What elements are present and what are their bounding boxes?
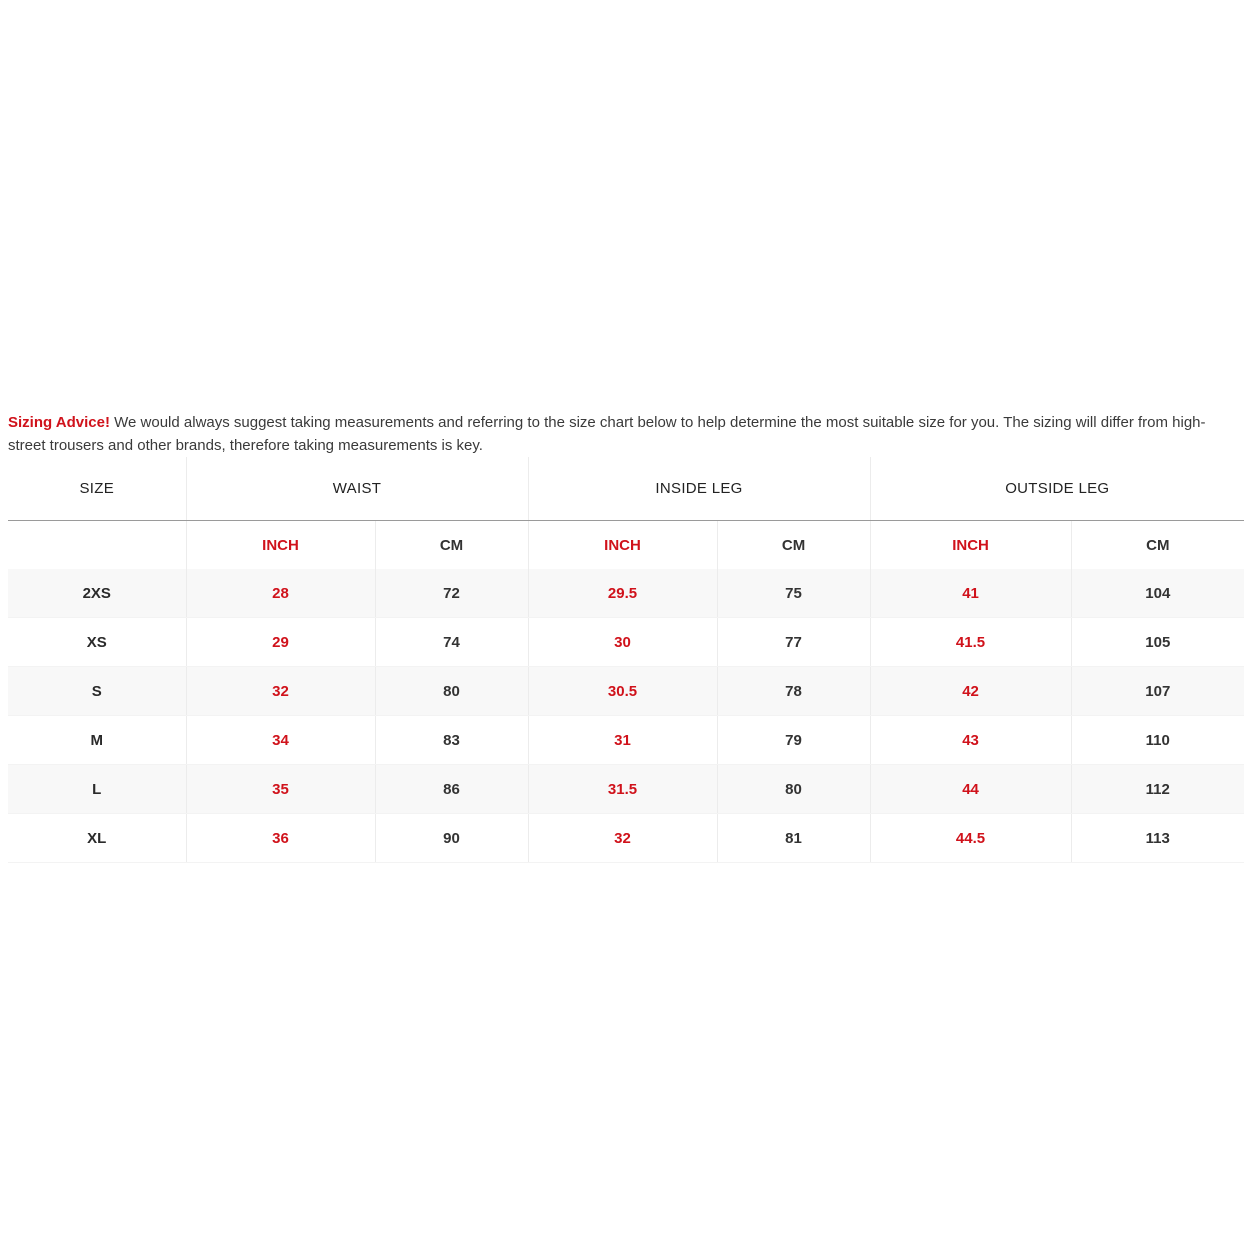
outside-leg-inch-cell: 44.5: [870, 814, 1071, 863]
outside-leg-cm-cell: 105: [1071, 618, 1244, 667]
table-row: [8, 569, 1244, 618]
inside-leg-inch-cell: 29.5: [528, 569, 717, 618]
inside-leg-cm-cell: 79: [717, 716, 870, 765]
inside-leg-cm-cell: 77: [717, 618, 870, 667]
unit-waist-cm: CM: [375, 521, 528, 570]
unit-waist-inch: INCH: [186, 521, 375, 570]
waist-cm-cell: 72: [375, 569, 528, 618]
sizing-advice-lead: Sizing Advice!: [8, 414, 110, 431]
size-chart-table: [8, 457, 1244, 863]
waist-inch-cell: 29: [186, 618, 375, 667]
inside-leg-cm-cell: 78: [717, 667, 870, 716]
header-inside-leg: INSIDE LEG: [528, 457, 870, 521]
waist-inch-cell: 28: [186, 569, 375, 618]
waist-cm-cell: 86: [375, 765, 528, 814]
inside-leg-inch-cell: 30: [528, 618, 717, 667]
inside-leg-cm-cell: 80: [717, 765, 870, 814]
inside-leg-cm-cell: 75: [717, 569, 870, 618]
header-size: SIZE: [8, 457, 186, 521]
inside-leg-inch-cell: 31: [528, 716, 717, 765]
unit-outside-cm: CM: [1071, 521, 1244, 570]
outside-leg-cm-cell: 112: [1071, 765, 1244, 814]
group-header-row: [8, 457, 1244, 521]
waist-cm-cell: 83: [375, 716, 528, 765]
waist-inch-cell: 32: [186, 667, 375, 716]
waist-cm-cell: 80: [375, 667, 528, 716]
outside-leg-cm-cell: 104: [1071, 569, 1244, 618]
unit-size: [8, 521, 186, 570]
sizing-advice: [8, 411, 1240, 457]
header-waist: WAIST: [186, 457, 528, 521]
outside-leg-inch-cell: 41: [870, 569, 1071, 618]
unit-header-row: [8, 521, 1244, 570]
outside-leg-inch-cell: 42: [870, 667, 1071, 716]
outside-leg-inch-cell: 44: [870, 765, 1071, 814]
table-row: [8, 765, 1244, 814]
inside-leg-inch-cell: 30.5: [528, 667, 717, 716]
inside-leg-cm-cell: 81: [717, 814, 870, 863]
table-row: [8, 618, 1244, 667]
inside-leg-inch-cell: 31.5: [528, 765, 717, 814]
table-row: [8, 667, 1244, 716]
waist-cm-cell: 74: [375, 618, 528, 667]
outside-leg-cm-cell: 110: [1071, 716, 1244, 765]
size-cell: S: [8, 667, 186, 716]
waist-cm-cell: 90: [375, 814, 528, 863]
outside-leg-cm-cell: 113: [1071, 814, 1244, 863]
waist-inch-cell: 36: [186, 814, 375, 863]
waist-inch-cell: 35: [186, 765, 375, 814]
unit-outside-inch: INCH: [870, 521, 1071, 570]
size-cell: XL: [8, 814, 186, 863]
size-cell: 2XS: [8, 569, 186, 618]
table-row: [8, 716, 1244, 765]
unit-inside-inch: INCH: [528, 521, 717, 570]
outside-leg-cm-cell: 107: [1071, 667, 1244, 716]
table-row: [8, 814, 1244, 863]
size-cell: M: [8, 716, 186, 765]
unit-inside-cm: CM: [717, 521, 870, 570]
outside-leg-inch-cell: 43: [870, 716, 1071, 765]
waist-inch-cell: 34: [186, 716, 375, 765]
sizing-advice-text: We would always suggest taking measurements and referring to the size chart below to help determine the most suitable size for you. The sizing will differ from high-street trousers and other brands, therefore taking measurements is key.: [8, 414, 1206, 454]
outside-leg-inch-cell: 41.5: [870, 618, 1071, 667]
size-cell: L: [8, 765, 186, 814]
header-outside-leg: OUTSIDE LEG: [870, 457, 1244, 521]
size-cell: XS: [8, 618, 186, 667]
inside-leg-inch-cell: 32: [528, 814, 717, 863]
